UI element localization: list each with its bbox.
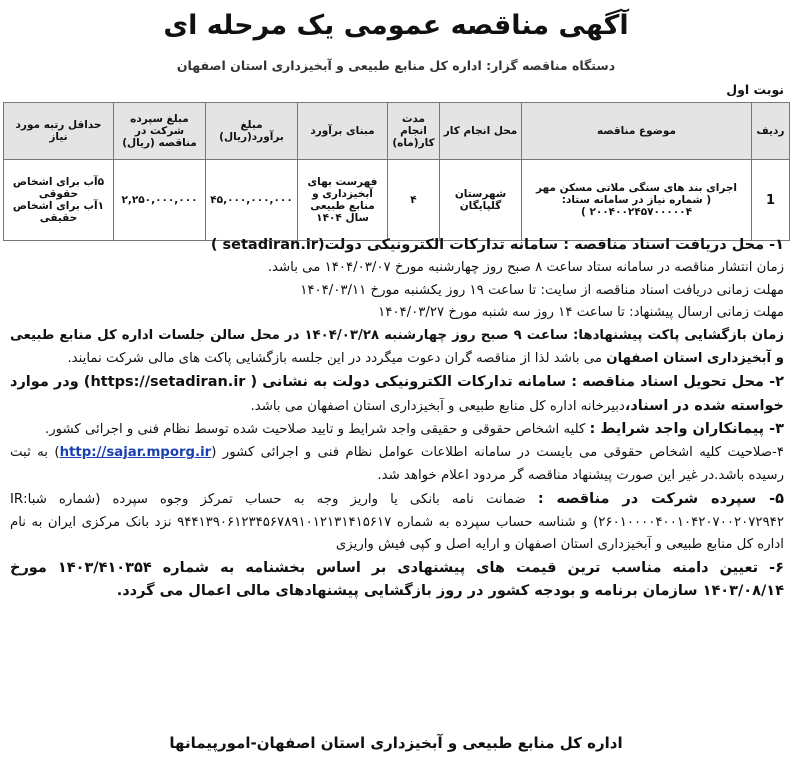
section-2-text: دبیرخانه اداره کل منابع طبیعی و آبخیزداری استان اصفهان می باشد. [250, 398, 625, 414]
section-1-heading: ۱- محل دریافت اسناد مناقصه : سامانه تدارکات الکترونیکی دولت(setadiran.ir ) [210, 237, 784, 253]
footer-signature: اداره کل منابع طبیعی و آبخیزداری استان اصفهان-امورپیمانها [169, 734, 623, 752]
cell-rank [4, 160, 114, 241]
section-5 [10, 488, 784, 557]
document-deadline: مهلت زمانی دریافت اسناد مناقصه از سایت: تا ساعت ۱۹ روز یکشنبه مورخ ۱۴۰۴/۰۳/۱۱ [300, 282, 784, 298]
section-3 [10, 418, 784, 442]
section-2-heading: ۲- محل تحویل اسناد مناقصه : سامانه تدارکات الکترونیکی دولت به نشانی ( https://setadiran.ir) ودر موارد خواسته شده در اسناد، [10, 373, 784, 414]
tender-organization: دستگاه مناقصه گزار: اداره کل منابع طبیعی و آبخیزداری استان اصفهان [176, 58, 616, 73]
notice-body [10, 234, 784, 603]
col-header-deposit: مبلغ سپرده شرکت در مناقصه (ریال) [114, 103, 206, 160]
cell-estimate: ۴۵,۰۰۰,۰۰۰,۰۰۰ [206, 160, 298, 241]
cell-duration: ۴ [388, 160, 440, 241]
col-header-index: ردیف [752, 103, 790, 160]
section-5-heading: ۵- سپرده شرکت در مناقصه : [537, 490, 784, 507]
cell-deposit: ۲,۲۵۰,۰۰۰,۰۰۰ [114, 160, 206, 241]
opening-time-note: می باشد لذا از مناقصه گران دعوت میگردد در این جلسه بازگشایی پاکت های مالی شرکت نمایند. [67, 350, 607, 366]
tender-table [3, 102, 790, 241]
rank-legal: ۵آب برای اشخاص حقوقی [12, 176, 105, 200]
subject-need-number: ( شماره نیاز در سامانه ستاد: ۲۰۰۴۰۰۲۴۵۷۰۰۰۰۰۴ ) [561, 194, 712, 218]
section-2 [10, 371, 784, 419]
section-6: ۶- تعیین دامنه مناسب ترین قیمت های پیشنهادی بر اساس بخشنامه به شماره ۱۴۰۳/۴۱۰۳۵۴ مورخ ۱۴۰۳/۰۸/۱۴ سازمان برنامه و بودجه کشور در روز بازگشایی پیشنهادهای مالی اعمال می گردد. [10, 560, 784, 599]
cell-index: 1 [752, 160, 790, 241]
publish-time: زمان انتشار مناقصه در سامانه ستاد ساعت ۸ صبح روز چهارشنبه مورخ ۱۴۰۴/۰۳/۰۷ می باشد. [267, 259, 784, 275]
subject-title: اجرای بند های سنگی ملاتی مسکن مهر [535, 182, 738, 194]
submission-deadline: مهلت زمانی ارسال پیشنهاد: تا ساعت ۱۴ روز سه شنبه مورخ ۱۴۰۴/۰۳/۲۷ [378, 305, 784, 321]
cell-subject [522, 160, 752, 241]
cell-basis: فهرست بهای آبخیزداری و منابع طبیعی سال ۱۴۰۴ [298, 160, 388, 241]
section-3-heading: ۳- پیمانکاران واجد شرایط : [589, 421, 784, 438]
section-4-text-b: ) به ثبت رسیده باشد.در غیر این صورت پیشنهاد مناقصه گر مردود اعلام خواهد شد. [10, 445, 784, 483]
section-4-text-a: ۴-صلاحیت کلیه اشخاص حقوقی می بایست در سامانه اطلاعات عوامل نظام فنی و اجرائی کشور ( [211, 445, 784, 461]
notice-title: آگهی مناقصه عمومی یک مرحله ای [163, 10, 629, 41]
col-header-subject: موضوع مناقصه [522, 103, 752, 160]
col-header-location: محل انجام کار [440, 103, 522, 160]
section-3-text: کلیه اشخاص حقوقی و حقیقی واجد شرایط و تایید صلاحیت شده توسط نظام فنی و اجرائی کشور. [45, 422, 590, 438]
table-row [4, 160, 790, 241]
rank-natural: ۱آب برای اشخاص حقیقی [12, 200, 105, 224]
col-header-duration: مدت انجام کار(ماه) [388, 103, 440, 160]
sajar-link[interactable]: http://sajar.mporg.ir [59, 445, 212, 461]
opening-time [10, 325, 784, 371]
col-header-basis: مبنای برآورد [298, 103, 388, 160]
section-5-text: ضمانت نامه بانکی یا واریز وجه به حساب تمرکز وجوه سپرده (شماره شبا:IR ۲۶۰۱۰۰۰۰۴۰۰۱۰۴۲۰۷۰۰۲۰۷۲۹۴۲) و شناسه حساب سپرده به شماره ۹۴۴۱۳۹۰۶۱۲۳۴۵۶۷۸۹۱۰۱۲۱۳۱۴۱۵۶۱۷ نزد بانک مرکزی ایران به نام اداره کل منابع طبیعی و آبخیزداری استان اصفهان و ارایه اصل و کپی فیش واریزی [10, 491, 784, 553]
section-4 [10, 442, 784, 488]
publication-turn: نوبت اول [726, 82, 784, 97]
table-header-row [4, 103, 790, 160]
col-header-estimate: مبلغ برآورد(ریال) [206, 103, 298, 160]
col-header-rank: حداقل رتبه مورد نیاز [4, 103, 114, 160]
opening-time-main: زمان بازگشایی پاکت پیشنهادها: ساعت ۹ صبح روز چهارشنبه ۱۴۰۴/۰۳/۲۸ در محل سالن جلسات اداره کل منابع طبیعی و آبخیزداری استان اصفهان [10, 328, 785, 366]
cell-location: شهرستان گلپایگان [440, 160, 522, 241]
